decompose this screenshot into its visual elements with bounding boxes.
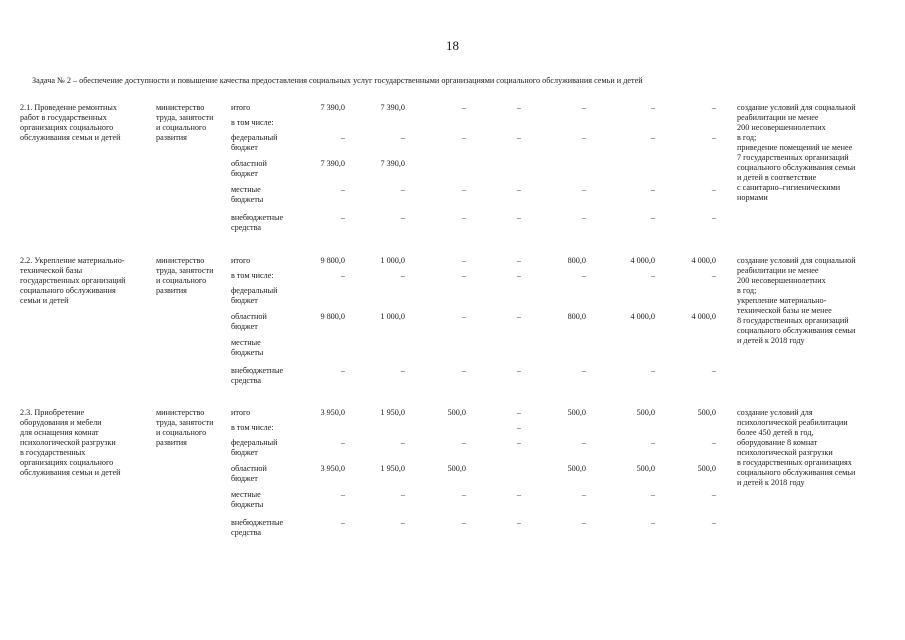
funding-source: в том числе: <box>231 423 274 432</box>
amount-cell: – <box>711 103 716 112</box>
amount-cell: – <box>581 213 586 222</box>
amount-cell: – <box>581 438 586 447</box>
amount-cell: – <box>581 271 586 280</box>
amount-cell: – <box>711 490 716 499</box>
amount-cell: – <box>516 366 521 375</box>
executor: министерство труда, занятости и социального развития <box>156 256 214 295</box>
amount-cell: – <box>581 366 586 375</box>
funding-source: областной бюджет <box>231 464 267 483</box>
amount-cell: – <box>581 490 586 499</box>
amount-cell: 500,0 <box>636 408 655 417</box>
amount-cell: – <box>461 256 466 265</box>
amount-cell: – <box>650 366 655 375</box>
executor: министерство труда, занятости и социального развития <box>156 408 214 447</box>
amount-cell: – <box>461 438 466 447</box>
amount-cell: – <box>581 185 586 194</box>
amount-cell: 500,0 <box>697 464 716 473</box>
amount-cell: 1 000,0 <box>380 256 405 265</box>
amount-cell: – <box>340 185 345 194</box>
amount-cell: – <box>711 213 716 222</box>
executor: министерство труда, занятости и социального развития <box>156 103 214 142</box>
page-number: 18 <box>446 38 459 53</box>
funding-source: внебюджетные средства <box>231 366 284 385</box>
amount-cell: 500,0 <box>697 408 716 417</box>
amount-cell: – <box>461 366 466 375</box>
amount-cell: 500,0 <box>567 464 586 473</box>
amount-cell: 4 000,0 <box>630 312 655 321</box>
amount-cell: 9 800,0 <box>320 256 345 265</box>
amount-cell: 7 390,0 <box>380 103 405 112</box>
amount-cell: 1 000,0 <box>380 312 405 321</box>
expected-result: создание условий для социальной реабилитации не менее 200 несовершеннолетних в год; укрепление материально- технической базы не менее 8 государственных организаций социального обслуживания семьи и детей к 2018 году <box>737 256 856 345</box>
funding-source: итого <box>231 408 251 417</box>
amount-cell: 500,0 <box>447 464 466 473</box>
amount-cell: – <box>461 490 466 499</box>
amount-cell: – <box>516 490 521 499</box>
funding-source: внебюджетные средства <box>231 213 284 232</box>
amount-cell: 7 390,0 <box>320 103 345 112</box>
amount-cell: – <box>461 213 466 222</box>
amount-cell: – <box>516 518 521 527</box>
amount-cell: 4 000,0 <box>691 256 716 265</box>
expected-result: создание условий для социальной реабилитации не менее 200 несовершеннолетних в год; приведение помещений не менее 7 государственных организаций социального обслуживания семьи и детей в соответствие с санитарно–гигиеническими нормами <box>737 103 856 202</box>
amount-cell: – <box>516 185 521 194</box>
amount-cell: – <box>711 366 716 375</box>
amount-cell: – <box>400 366 405 375</box>
amount-cell: 3 950,0 <box>320 408 345 417</box>
amount-cell: 800,0 <box>567 312 586 321</box>
amount-cell: – <box>516 438 521 447</box>
funding-source: итого <box>231 103 251 112</box>
task-heading: Задача № 2 – обеспечение доступности и повышение качества предоставления социальных услуг государственными организациями социального обслуживания семьи и детей <box>32 76 643 85</box>
amount-cell: – <box>650 185 655 194</box>
amount-cell: – <box>340 271 345 280</box>
funding-source: итого <box>231 256 251 265</box>
funding-source: местные бюджеты <box>231 490 264 509</box>
amount-cell: 800,0 <box>567 256 586 265</box>
amount-cell: – <box>340 133 345 142</box>
expected-result: создание условий для психологической реабилитации более 450 детей в год, оборудование 8 комнат психологической разгрузки в государственных организациях социального обслуживания семьи и детей к 2018 году <box>737 408 856 487</box>
amount-cell: – <box>516 103 521 112</box>
amount-cell: – <box>461 133 466 142</box>
activity-name: 2.2. Укрепление материально- технической базы государственных организаций социального обслуживания семьи и детей <box>20 256 126 305</box>
funding-source: федеральный бюджет <box>231 133 278 152</box>
amount-cell: – <box>516 423 521 432</box>
activity-name: 2.1. Проведение ремонтных работ в государственных организациях социального обслуживания семьи и детей <box>20 103 121 142</box>
amount-cell: 9 800,0 <box>320 312 345 321</box>
amount-cell: – <box>340 366 345 375</box>
amount-cell: – <box>581 103 586 112</box>
amount-cell: – <box>516 312 521 321</box>
funding-source: областной бюджет <box>231 159 267 178</box>
amount-cell: – <box>650 103 655 112</box>
funding-source: федеральный бюджет <box>231 286 278 305</box>
amount-cell: – <box>400 438 405 447</box>
amount-cell: – <box>461 518 466 527</box>
funding-source: областной бюджет <box>231 312 267 331</box>
amount-cell: 4 000,0 <box>630 256 655 265</box>
amount-cell: – <box>461 103 466 112</box>
amount-cell: – <box>340 490 345 499</box>
amount-cell: 1 950,0 <box>380 408 405 417</box>
amount-cell: – <box>340 438 345 447</box>
amount-cell: 7 390,0 <box>380 159 405 168</box>
amount-cell: – <box>516 133 521 142</box>
amount-cell: – <box>400 213 405 222</box>
funding-source: в том числе: <box>231 118 274 127</box>
amount-cell: – <box>400 518 405 527</box>
activity-name: 2.3. Приобретение оборудования и мебели для оснащения комнат психологической разгрузки в государственных организациях социального обслуживания семьи и детей <box>20 408 121 477</box>
funding-source: местные бюджеты <box>231 185 264 204</box>
amount-cell: – <box>650 133 655 142</box>
amount-cell: – <box>461 185 466 194</box>
amount-cell: – <box>400 490 405 499</box>
amount-cell: – <box>516 271 521 280</box>
funding-source: внебюджетные средства <box>231 518 284 537</box>
amount-cell: – <box>650 271 655 280</box>
amount-cell: 500,0 <box>567 408 586 417</box>
amount-cell: – <box>650 490 655 499</box>
amount-cell: – <box>650 518 655 527</box>
amount-cell: – <box>650 213 655 222</box>
amount-cell: – <box>711 133 716 142</box>
amount-cell: 500,0 <box>636 464 655 473</box>
amount-cell: – <box>516 408 521 417</box>
amount-cell: 4 000,0 <box>691 312 716 321</box>
amount-cell: – <box>340 518 345 527</box>
amount-cell: 500,0 <box>447 408 466 417</box>
amount-cell: – <box>711 185 716 194</box>
amount-cell: – <box>711 271 716 280</box>
amount-cell: – <box>711 518 716 527</box>
amount-cell: – <box>711 438 716 447</box>
amount-cell: – <box>581 518 586 527</box>
amount-cell: 1 950,0 <box>380 464 405 473</box>
amount-cell: 7 390,0 <box>320 159 345 168</box>
funding-source: федеральный бюджет <box>231 438 278 457</box>
amount-cell: – <box>516 213 521 222</box>
funding-source: в том числе: <box>231 271 274 280</box>
amount-cell: – <box>400 185 405 194</box>
amount-cell: – <box>650 438 655 447</box>
funding-source: местные бюджеты <box>231 338 264 357</box>
amount-cell: – <box>516 256 521 265</box>
amount-cell: – <box>461 312 466 321</box>
amount-cell: 3 950,0 <box>320 464 345 473</box>
amount-cell: – <box>340 213 345 222</box>
amount-cell: – <box>461 271 466 280</box>
amount-cell: – <box>400 133 405 142</box>
amount-cell: – <box>581 133 586 142</box>
amount-cell: – <box>400 271 405 280</box>
